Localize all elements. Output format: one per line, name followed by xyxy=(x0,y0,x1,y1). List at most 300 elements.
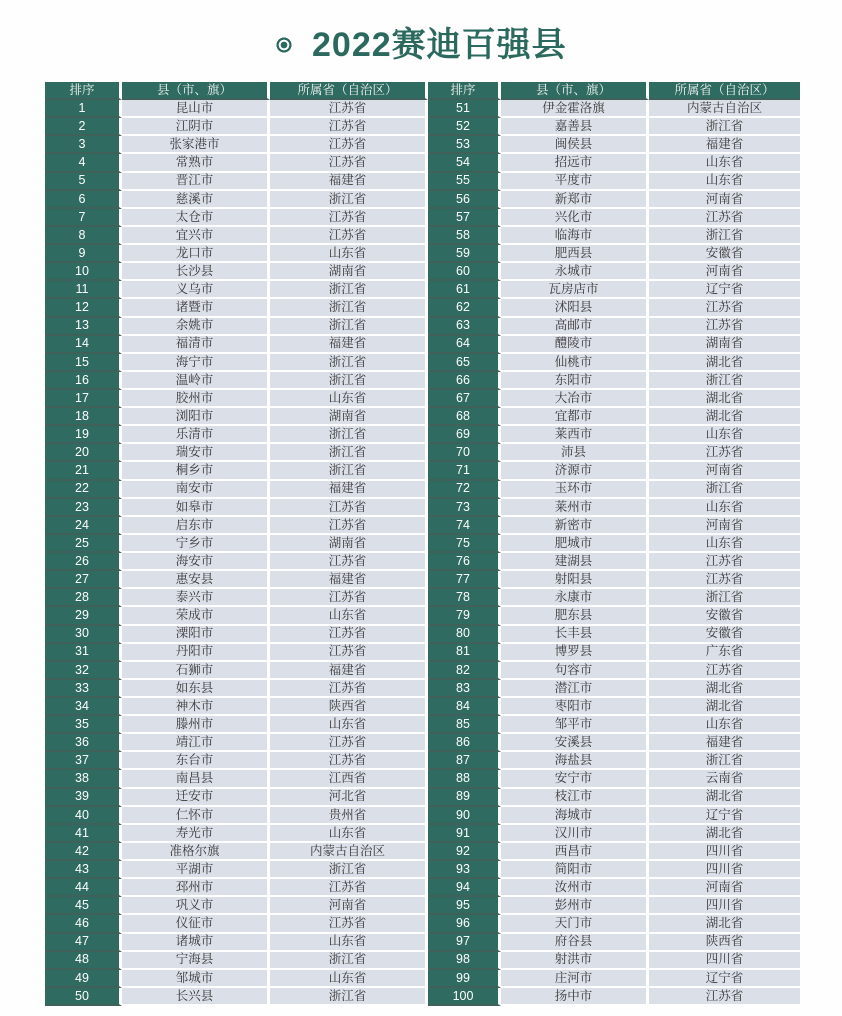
rank-cell: 69 xyxy=(428,426,501,444)
rank-cell: 26 xyxy=(45,553,122,571)
county-cell: 诸城市 xyxy=(122,934,270,952)
province-cell: 浙江省 xyxy=(270,426,428,444)
province-cell: 河南省 xyxy=(649,462,800,480)
rank-cell: 9 xyxy=(45,245,122,263)
province-cell: 山东省 xyxy=(270,607,428,625)
county-cell: 荣成市 xyxy=(122,607,270,625)
county-cell: 大冶市 xyxy=(501,390,649,408)
rank-cell: 7 xyxy=(45,209,122,227)
county-cell: 宜兴市 xyxy=(122,227,270,245)
province-cell: 福建省 xyxy=(270,173,428,191)
rank-cell: 79 xyxy=(428,607,501,625)
county-cell: 仁怀市 xyxy=(122,807,270,825)
county-cell: 东阳市 xyxy=(501,372,649,390)
rank-cell: 77 xyxy=(428,571,501,589)
rank-cell: 76 xyxy=(428,553,501,571)
county-cell: 慈溪市 xyxy=(122,191,270,209)
county-cell: 迁安市 xyxy=(122,789,270,807)
county-cell: 闽侯县 xyxy=(501,136,649,154)
rank-cell: 20 xyxy=(45,444,122,462)
rank-cell: 43 xyxy=(45,861,122,879)
rank-cell: 81 xyxy=(428,644,501,662)
rank-cell: 15 xyxy=(45,354,122,372)
county-cell: 枝江市 xyxy=(501,789,649,807)
rank-cell: 96 xyxy=(428,915,501,933)
county-cell: 昆山市 xyxy=(122,100,270,118)
province-cell: 山东省 xyxy=(649,154,800,172)
rank-cell: 27 xyxy=(45,571,122,589)
province-cell: 辽宁省 xyxy=(649,807,800,825)
province-cell: 河南省 xyxy=(649,191,800,209)
province-cell: 山东省 xyxy=(270,245,428,263)
rank-cell: 33 xyxy=(45,680,122,698)
province-cell: 浙江省 xyxy=(649,118,800,136)
rank-cell: 22 xyxy=(45,481,122,499)
province-cell: 浙江省 xyxy=(270,861,428,879)
province-cell: 湖北省 xyxy=(649,789,800,807)
province-cell: 浙江省 xyxy=(270,988,428,1006)
rank-cell: 71 xyxy=(428,462,501,480)
rank-cell: 98 xyxy=(428,952,501,970)
province-cell: 江苏省 xyxy=(649,444,800,462)
province-cell: 江苏省 xyxy=(270,100,428,118)
province-cell: 湖南省 xyxy=(270,408,428,426)
rank-cell: 10 xyxy=(45,263,122,281)
rank-cell: 52 xyxy=(428,118,501,136)
ranking-table xyxy=(45,82,800,1006)
rank-cell: 1 xyxy=(45,100,122,118)
province-cell: 江苏省 xyxy=(649,988,800,1006)
county-cell: 瑞安市 xyxy=(122,444,270,462)
rank-cell: 58 xyxy=(428,227,501,245)
province-cell: 河南省 xyxy=(649,879,800,897)
county-cell: 邹平市 xyxy=(501,716,649,734)
county-cell: 西昌市 xyxy=(501,843,649,861)
province-cell: 江苏省 xyxy=(270,553,428,571)
county-cell: 建湖县 xyxy=(501,553,649,571)
province-cell: 江苏省 xyxy=(270,644,428,662)
rank-cell: 34 xyxy=(45,698,122,716)
county-cell: 温岭市 xyxy=(122,372,270,390)
province-cell: 福建省 xyxy=(270,571,428,589)
rank-cell: 83 xyxy=(428,680,501,698)
county-cell: 彭州市 xyxy=(501,897,649,915)
rank-cell: 38 xyxy=(45,770,122,788)
province-cell: 山东省 xyxy=(270,716,428,734)
province-cell: 浙江省 xyxy=(270,281,428,299)
province-cell: 安徽省 xyxy=(649,245,800,263)
county-cell: 仙桃市 xyxy=(501,354,649,372)
province-cell: 浙江省 xyxy=(270,444,428,462)
county-cell: 庄河市 xyxy=(501,970,649,988)
county-cell: 府谷县 xyxy=(501,934,649,952)
county-cell: 神木市 xyxy=(122,698,270,716)
county-cell: 平度市 xyxy=(501,173,649,191)
county-cell: 招远市 xyxy=(501,154,649,172)
rank-cell: 61 xyxy=(428,281,501,299)
rank-cell: 55 xyxy=(428,173,501,191)
county-cell: 江阴市 xyxy=(122,118,270,136)
province-cell: 江苏省 xyxy=(649,662,800,680)
rank-cell: 32 xyxy=(45,662,122,680)
province-cell: 江苏省 xyxy=(649,318,800,336)
county-cell: 张家港市 xyxy=(122,136,270,154)
county-cell: 浏阳市 xyxy=(122,408,270,426)
rank-cell: 13 xyxy=(45,318,122,336)
rank-cell: 85 xyxy=(428,716,501,734)
county-cell: 伊金霍洛旗 xyxy=(501,100,649,118)
county-cell: 桐乡市 xyxy=(122,462,270,480)
rank-cell: 80 xyxy=(428,626,501,644)
county-cell: 潜江市 xyxy=(501,680,649,698)
rank-cell: 41 xyxy=(45,825,122,843)
county-cell: 新密市 xyxy=(501,517,649,535)
rank-cell: 88 xyxy=(428,770,501,788)
rank-cell: 30 xyxy=(45,626,122,644)
province-cell: 湖北省 xyxy=(649,825,800,843)
rank-cell: 70 xyxy=(428,444,501,462)
rank-cell: 89 xyxy=(428,789,501,807)
province-cell: 河南省 xyxy=(649,263,800,281)
province-cell: 江苏省 xyxy=(270,879,428,897)
county-cell: 长兴县 xyxy=(122,988,270,1006)
rank-cell: 53 xyxy=(428,136,501,154)
county-cell: 济源市 xyxy=(501,462,649,480)
province-cell: 湖南省 xyxy=(270,263,428,281)
rank-cell: 37 xyxy=(45,752,122,770)
county-cell: 晋江市 xyxy=(122,173,270,191)
county-cell: 准格尔旗 xyxy=(122,843,270,861)
county-cell: 高邮市 xyxy=(501,318,649,336)
rank-cell: 57 xyxy=(428,209,501,227)
province-cell: 江苏省 xyxy=(649,299,800,317)
rank-cell: 46 xyxy=(45,915,122,933)
county-cell: 嘉善县 xyxy=(501,118,649,136)
rank-cell: 45 xyxy=(45,897,122,915)
rank-cell: 65 xyxy=(428,354,501,372)
rank-cell: 82 xyxy=(428,662,501,680)
province-cell: 浙江省 xyxy=(649,372,800,390)
province-cell: 湖北省 xyxy=(649,680,800,698)
province-cell: 山东省 xyxy=(649,426,800,444)
province-cell: 河南省 xyxy=(649,517,800,535)
province-cell: 江苏省 xyxy=(270,517,428,535)
county-cell: 宜都市 xyxy=(501,408,649,426)
province-cell: 江苏省 xyxy=(270,734,428,752)
province-cell: 浙江省 xyxy=(270,952,428,970)
county-cell: 句容市 xyxy=(501,662,649,680)
county-cell: 乐清市 xyxy=(122,426,270,444)
province-cell: 湖南省 xyxy=(270,535,428,553)
county-cell: 安宁市 xyxy=(501,770,649,788)
county-cell: 南昌县 xyxy=(122,770,270,788)
rank-cell: 66 xyxy=(428,372,501,390)
province-cell: 浙江省 xyxy=(270,318,428,336)
province-cell: 山东省 xyxy=(649,173,800,191)
rank-cell: 60 xyxy=(428,263,501,281)
province-cell: 浙江省 xyxy=(270,299,428,317)
rank-cell: 47 xyxy=(45,934,122,952)
province-cell: 湖北省 xyxy=(649,915,800,933)
county-cell: 宁海县 xyxy=(122,952,270,970)
county-cell: 石狮市 xyxy=(122,662,270,680)
province-cell: 四川省 xyxy=(649,861,800,879)
province-cell: 江苏省 xyxy=(649,209,800,227)
county-header: 县（市、旗） xyxy=(122,82,270,100)
province-cell: 山东省 xyxy=(649,716,800,734)
county-cell: 肥城市 xyxy=(501,535,649,553)
county-cell: 如皋市 xyxy=(122,499,270,517)
county-cell: 余姚市 xyxy=(122,318,270,336)
province-cell: 江苏省 xyxy=(270,154,428,172)
province-cell: 湖南省 xyxy=(649,336,800,354)
county-cell: 博罗县 xyxy=(501,644,649,662)
rank-cell: 18 xyxy=(45,408,122,426)
province-cell: 福建省 xyxy=(649,734,800,752)
province-cell: 四川省 xyxy=(649,843,800,861)
county-cell: 滕州市 xyxy=(122,716,270,734)
rank-cell: 24 xyxy=(45,517,122,535)
county-cell: 莱州市 xyxy=(501,499,649,517)
county-cell: 寿光市 xyxy=(122,825,270,843)
province-cell: 安徽省 xyxy=(649,607,800,625)
rank-cell: 59 xyxy=(428,245,501,263)
rank-cell: 5 xyxy=(45,173,122,191)
province-cell: 安徽省 xyxy=(649,626,800,644)
county-cell: 临海市 xyxy=(501,227,649,245)
province-cell: 陕西省 xyxy=(649,934,800,952)
province-cell: 四川省 xyxy=(649,897,800,915)
rank-cell: 92 xyxy=(428,843,501,861)
county-cell: 惠安县 xyxy=(122,571,270,589)
rank-cell: 12 xyxy=(45,299,122,317)
page-title: 2022赛迪百强县 xyxy=(312,26,567,64)
county-cell: 简阳市 xyxy=(501,861,649,879)
province-cell: 湖北省 xyxy=(649,354,800,372)
province-cell: 江苏省 xyxy=(270,752,428,770)
county-cell: 汉川市 xyxy=(501,825,649,843)
county-cell: 宁乡市 xyxy=(122,535,270,553)
county-cell: 海盐县 xyxy=(501,752,649,770)
rank-cell: 100 xyxy=(428,988,501,1006)
rank-cell: 39 xyxy=(45,789,122,807)
county-cell: 新郑市 xyxy=(501,191,649,209)
county-cell: 东台市 xyxy=(122,752,270,770)
county-cell: 醴陵市 xyxy=(501,336,649,354)
rank-cell: 78 xyxy=(428,589,501,607)
county-cell: 永城市 xyxy=(501,263,649,281)
rank-cell: 42 xyxy=(45,843,122,861)
province-cell: 浙江省 xyxy=(270,191,428,209)
province-header: 所属省（自治区） xyxy=(270,82,428,100)
county-cell: 常熟市 xyxy=(122,154,270,172)
county-cell: 如东县 xyxy=(122,680,270,698)
rank-cell: 49 xyxy=(45,970,122,988)
province-cell: 浙江省 xyxy=(270,372,428,390)
province-cell: 山东省 xyxy=(270,934,428,952)
province-cell: 江苏省 xyxy=(270,209,428,227)
county-cell: 丹阳市 xyxy=(122,644,270,662)
province-cell: 河北省 xyxy=(270,789,428,807)
rank-cell: 51 xyxy=(428,100,501,118)
county-cell: 靖江市 xyxy=(122,734,270,752)
rank-cell: 31 xyxy=(45,644,122,662)
province-cell: 江西省 xyxy=(270,770,428,788)
county-cell: 汝州市 xyxy=(501,879,649,897)
rank-header: 排序 xyxy=(428,82,501,100)
county-cell: 溧阳市 xyxy=(122,626,270,644)
province-cell: 贵州省 xyxy=(270,807,428,825)
rank-cell: 2 xyxy=(45,118,122,136)
county-cell: 兴化市 xyxy=(501,209,649,227)
rank-cell: 95 xyxy=(428,897,501,915)
rank-cell: 36 xyxy=(45,734,122,752)
county-cell: 永康市 xyxy=(501,589,649,607)
county-cell: 射洪市 xyxy=(501,952,649,970)
county-cell: 南安市 xyxy=(122,481,270,499)
rank-cell: 25 xyxy=(45,535,122,553)
province-cell: 江苏省 xyxy=(270,499,428,517)
county-cell: 射阳县 xyxy=(501,571,649,589)
rank-cell: 54 xyxy=(428,154,501,172)
rank-cell: 99 xyxy=(428,970,501,988)
rank-cell: 64 xyxy=(428,336,501,354)
province-cell: 福建省 xyxy=(270,336,428,354)
province-cell: 山东省 xyxy=(270,970,428,988)
province-cell: 内蒙古自治区 xyxy=(649,100,800,118)
rank-cell: 97 xyxy=(428,934,501,952)
rank-cell: 74 xyxy=(428,517,501,535)
rank-cell: 87 xyxy=(428,752,501,770)
county-cell: 长丰县 xyxy=(501,626,649,644)
county-cell: 启东市 xyxy=(122,517,270,535)
province-cell: 河南省 xyxy=(270,897,428,915)
county-cell: 诸暨市 xyxy=(122,299,270,317)
rank-cell: 73 xyxy=(428,499,501,517)
province-cell: 江苏省 xyxy=(270,227,428,245)
county-cell: 长沙县 xyxy=(122,263,270,281)
county-cell: 仪征市 xyxy=(122,915,270,933)
rank-cell: 8 xyxy=(45,227,122,245)
province-cell: 陕西省 xyxy=(270,698,428,716)
province-cell: 江苏省 xyxy=(270,589,428,607)
rank-cell: 50 xyxy=(45,988,122,1006)
rank-cell: 93 xyxy=(428,861,501,879)
rank-cell: 62 xyxy=(428,299,501,317)
county-cell: 龙口市 xyxy=(122,245,270,263)
rank-cell: 16 xyxy=(45,372,122,390)
county-cell: 瓦房店市 xyxy=(501,281,649,299)
province-cell: 山东省 xyxy=(649,499,800,517)
county-cell: 胶州市 xyxy=(122,390,270,408)
province-cell: 江苏省 xyxy=(270,118,428,136)
rank-cell: 14 xyxy=(45,336,122,354)
target-dot-icon xyxy=(276,37,292,53)
rank-cell: 86 xyxy=(428,734,501,752)
province-cell: 山东省 xyxy=(270,825,428,843)
rank-cell: 6 xyxy=(45,191,122,209)
county-cell: 肥东县 xyxy=(501,607,649,625)
rank-cell: 28 xyxy=(45,589,122,607)
county-cell: 义乌市 xyxy=(122,281,270,299)
rank-cell: 84 xyxy=(428,698,501,716)
province-cell: 江苏省 xyxy=(270,680,428,698)
county-cell: 沭阳县 xyxy=(501,299,649,317)
county-cell: 巩义市 xyxy=(122,897,270,915)
rank-cell: 44 xyxy=(45,879,122,897)
rank-cell: 56 xyxy=(428,191,501,209)
province-cell: 云南省 xyxy=(649,770,800,788)
county-cell: 莱西市 xyxy=(501,426,649,444)
province-cell: 江苏省 xyxy=(649,553,800,571)
rank-cell: 68 xyxy=(428,408,501,426)
county-cell: 海宁市 xyxy=(122,354,270,372)
province-cell: 福建省 xyxy=(270,662,428,680)
province-cell: 山东省 xyxy=(270,390,428,408)
rank-cell: 11 xyxy=(45,281,122,299)
province-cell: 江苏省 xyxy=(649,571,800,589)
county-cell: 海城市 xyxy=(501,807,649,825)
county-cell: 福清市 xyxy=(122,336,270,354)
rank-cell: 17 xyxy=(45,390,122,408)
rank-cell: 19 xyxy=(45,426,122,444)
rank-cell: 72 xyxy=(428,481,501,499)
rank-cell: 23 xyxy=(45,499,122,517)
county-cell: 天门市 xyxy=(501,915,649,933)
province-cell: 福建省 xyxy=(649,136,800,154)
rank-cell: 21 xyxy=(45,462,122,480)
county-header: 县（市、旗） xyxy=(501,82,649,100)
county-cell: 枣阳市 xyxy=(501,698,649,716)
rank-cell: 35 xyxy=(45,716,122,734)
rank-cell: 63 xyxy=(428,318,501,336)
province-cell: 湖北省 xyxy=(649,698,800,716)
county-cell: 肥西县 xyxy=(501,245,649,263)
rank-cell: 3 xyxy=(45,136,122,154)
province-cell: 江苏省 xyxy=(270,915,428,933)
province-cell: 辽宁省 xyxy=(649,281,800,299)
rank-cell: 48 xyxy=(45,952,122,970)
province-cell: 浙江省 xyxy=(649,589,800,607)
province-cell: 山东省 xyxy=(649,535,800,553)
province-cell: 湖北省 xyxy=(649,390,800,408)
county-cell: 平湖市 xyxy=(122,861,270,879)
county-cell: 太仓市 xyxy=(122,209,270,227)
rank-cell: 4 xyxy=(45,154,122,172)
province-cell: 四川省 xyxy=(649,952,800,970)
county-cell: 安溪县 xyxy=(501,734,649,752)
province-cell: 辽宁省 xyxy=(649,970,800,988)
rank-cell: 40 xyxy=(45,807,122,825)
county-cell: 扬中市 xyxy=(501,988,649,1006)
rank-cell: 67 xyxy=(428,390,501,408)
page-header xyxy=(276,26,567,64)
county-cell: 邳州市 xyxy=(122,879,270,897)
province-cell: 湖北省 xyxy=(649,408,800,426)
province-cell: 江苏省 xyxy=(270,136,428,154)
province-cell: 浙江省 xyxy=(270,462,428,480)
province-cell: 浙江省 xyxy=(649,752,800,770)
county-cell: 邹城市 xyxy=(122,970,270,988)
rank-header: 排序 xyxy=(45,82,122,100)
province-cell: 内蒙古自治区 xyxy=(270,843,428,861)
province-cell: 福建省 xyxy=(270,481,428,499)
province-cell: 浙江省 xyxy=(270,354,428,372)
rank-cell: 90 xyxy=(428,807,501,825)
province-header: 所属省（自治区） xyxy=(649,82,800,100)
province-cell: 浙江省 xyxy=(649,227,800,245)
county-cell: 海安市 xyxy=(122,553,270,571)
